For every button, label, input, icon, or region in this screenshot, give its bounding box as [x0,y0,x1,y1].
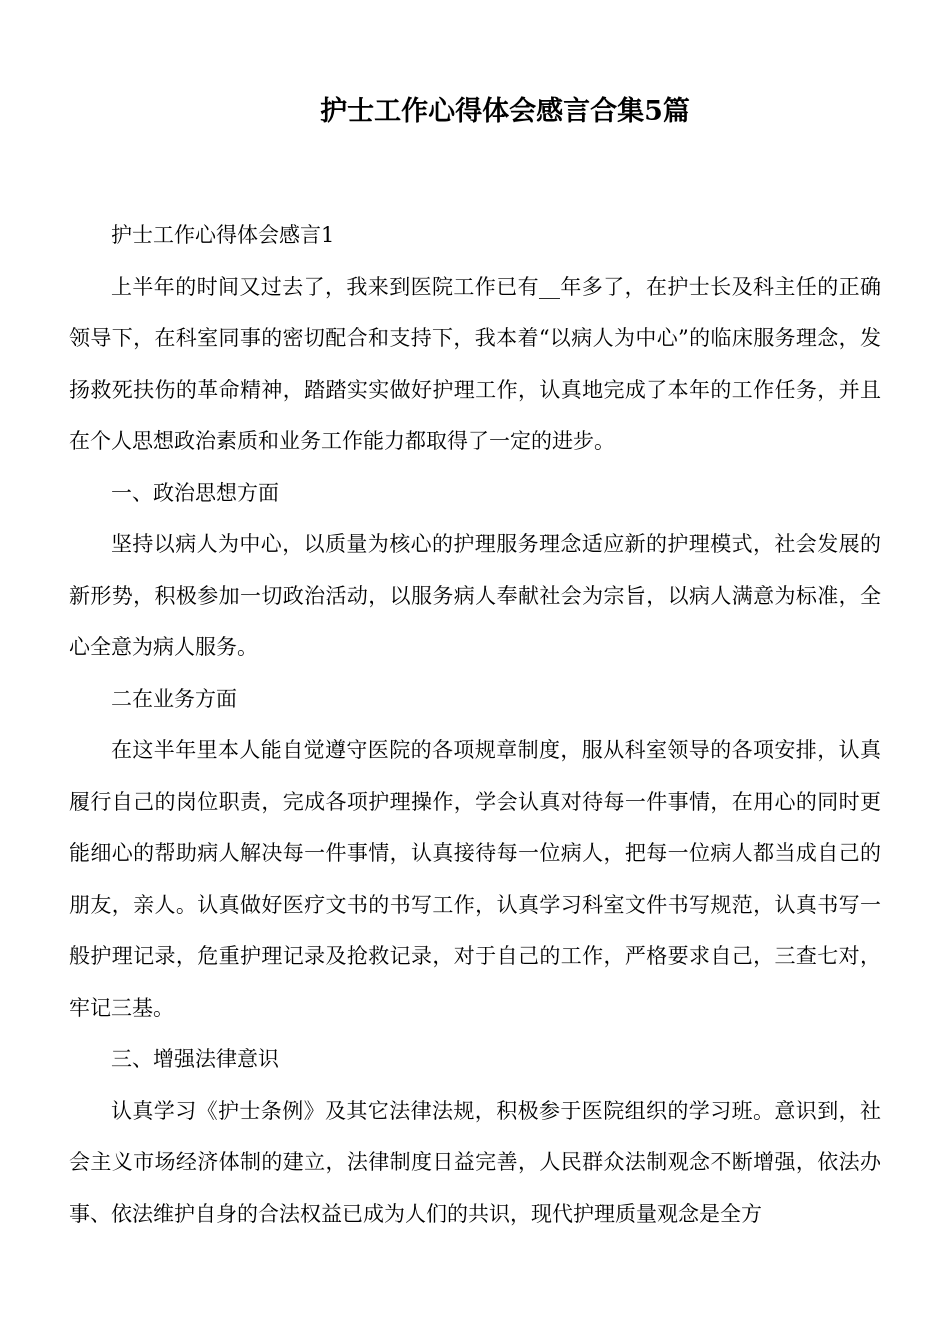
paragraph-law: 认真学习《护士条例》及其它法律法规，积极参于医院组织的学习班。意识到，社会主义市场经济体制的建立，法律制度日益完善，人民群众法制观念不断增强，依法办事、依法维护自身的合法权益已成为人们的共识，现代护理质量观念是全方 [69,1098,881,1226]
paragraph-intro: 上半年的时间又过去了，我来到医院工作已有__年多了，在护士长及科主任的正确领导下，在科室同事的密切配合和支持下，我本着“以病人为中心”的临床服务理念，发扬救死扶伤的革命精神，踏踏实实做好护理工作，认真地完成了本年的工作任务，并且在个人思想政治素质和业务工作能力都取得了一定的进步。 [69,274,881,453]
section-heading-1: 护士工作心得体会感言1 [111,223,335,247]
section-heading-business: 二在业务方面 [111,686,237,711]
document-title: 护士工作心得体会感言合集5篇 [320,96,690,127]
paragraph-politics: 坚持以病人为中心，以质量为核心的护理服务理念适应新的护理模式，社会发展的新形势，积极参加一切政治活动，以服务病人奉献社会为宗旨，以病人满意为标准，全心全意为病人服务。 [69,532,881,659]
document-body [69,210,881,1240]
section-heading-law: 三、增强法律意识 [111,1047,279,1071]
paragraph-business: 在这半年里本人能自觉遵守医院的各项规章制度，服从科室领导的各项安排，认真履行自己的岗位职责，完成各项护理操作，学会认真对待每一件事情，在用心的同时更能细心的帮助病人解决每一件事情，认真接待每一位病人，把每一位病人都当成自己的朋友，亲人。认真做好医疗文书的书写工作，认真学习科室文件书写规范，认真书写一般护理记录，危重护理记录及抢救记录，对于自己的工作，严格要求自己，三查七对，牢记三基。 [69,738,881,1020]
section-heading-politics: 一、政治思想方面 [111,480,279,505]
